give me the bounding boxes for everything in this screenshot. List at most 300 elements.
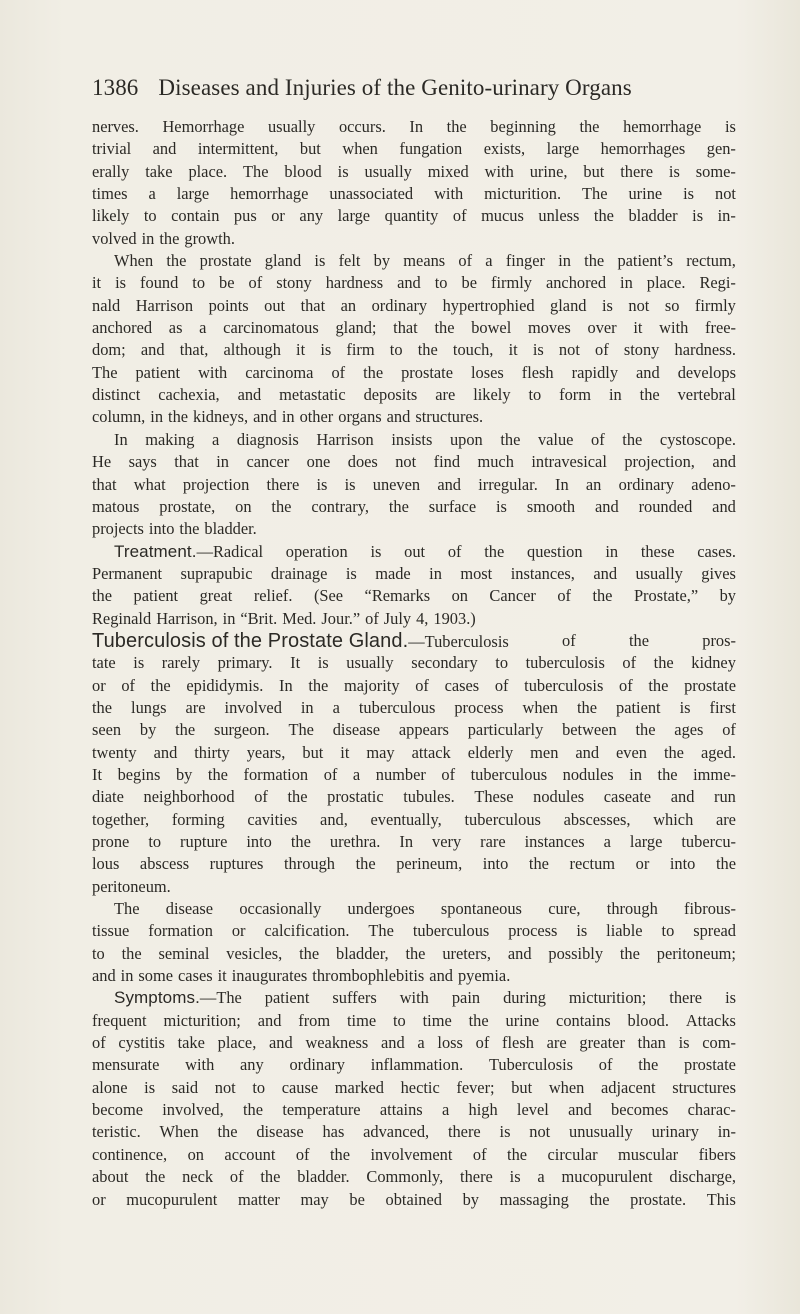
word: large: [546, 139, 580, 159]
word: spread: [693, 921, 736, 941]
word: the: [446, 117, 467, 136]
word: into: [482, 854, 509, 874]
word: inaugurates: [231, 966, 308, 986]
word: of: [121, 675, 135, 695]
word: of: [472, 1144, 487, 1164]
word: anchored: [92, 318, 153, 338]
word: to: [192, 273, 206, 293]
word: fibers: [698, 1144, 736, 1164]
word: erally: [92, 161, 130, 181]
word: marked: [334, 1077, 384, 1097]
word: much: [477, 452, 514, 472]
word: rectum,: [686, 251, 736, 271]
word: in-: [717, 1122, 736, 1142]
word: contain: [171, 206, 220, 226]
word: into: [669, 854, 696, 874]
word: not: [715, 184, 736, 204]
word: gland;: [335, 318, 377, 338]
word: by: [373, 251, 391, 271]
word: does: [347, 452, 378, 472]
word: pros-: [702, 630, 736, 650]
word: Harrison: [316, 429, 374, 449]
word: by: [719, 586, 736, 606]
word: usually: [635, 563, 683, 583]
heading-group: [114, 541, 263, 563]
word: anchored: [545, 273, 607, 293]
word: time: [422, 1010, 452, 1030]
word: teristic.: [92, 1122, 141, 1142]
word: when: [548, 1077, 585, 1097]
word: unusually: [569, 1122, 633, 1142]
word: it: [508, 340, 518, 360]
word: elderly: [467, 742, 514, 762]
word: the: [299, 943, 320, 963]
word: likely: [92, 206, 130, 226]
word: tubules.: [403, 787, 455, 807]
text-line: [92, 786, 736, 808]
word: in: [429, 563, 442, 583]
word: with: [484, 161, 514, 181]
text-line: [92, 1054, 736, 1076]
word: In: [399, 832, 414, 851]
word: of: [619, 675, 633, 695]
word: These: [474, 787, 514, 807]
word: the: [166, 251, 187, 271]
text-line: [92, 1189, 736, 1211]
word: Prostate,”: [633, 586, 699, 606]
text-line: [92, 384, 736, 406]
word: says: [128, 452, 157, 472]
text-line: [92, 809, 736, 831]
word: not: [395, 452, 417, 472]
word: to: [434, 273, 448, 293]
word: intermittent,: [197, 139, 279, 159]
word: Tuberculosis: [488, 1055, 574, 1075]
word: most: [460, 563, 493, 583]
word: bladder: [628, 206, 678, 226]
word: carcinoma: [245, 362, 314, 382]
word: the: [628, 630, 649, 650]
word: secondary: [411, 653, 478, 673]
word: likely: [473, 385, 511, 405]
word: the: [363, 362, 384, 382]
word: to: [389, 340, 403, 360]
word: quantity: [384, 206, 439, 226]
word: urine,: [529, 161, 568, 181]
word: possibly: [548, 943, 604, 963]
word: in: [608, 385, 622, 405]
word: and: [437, 474, 461, 494]
word: and: [92, 966, 116, 986]
word: become: [92, 1100, 143, 1120]
word: When: [159, 1122, 199, 1142]
word: bladder,: [336, 943, 389, 963]
word: usually: [267, 117, 316, 136]
word: fungation: [399, 139, 463, 159]
word: the: [434, 318, 455, 338]
word: greater: [579, 1033, 625, 1053]
word: through: [283, 854, 335, 874]
word: usually: [364, 161, 412, 181]
word: Regi-: [699, 273, 736, 293]
word: fibrous-: [684, 899, 736, 919]
word: it: [296, 340, 306, 360]
word: the: [593, 206, 614, 226]
word: advanced,: [363, 1122, 430, 1142]
text-line: [92, 183, 736, 205]
word: moves: [527, 318, 571, 338]
word: is: [499, 1122, 511, 1142]
word: and: [507, 943, 532, 963]
word: —The: [199, 988, 242, 1008]
word: Harrison,: [156, 608, 218, 628]
word: out: [264, 295, 286, 315]
word: with: [659, 318, 689, 338]
word: hemorrhages: [600, 139, 686, 159]
word: or: [635, 854, 650, 874]
word: it: [217, 966, 227, 986]
word: suprapubic: [180, 563, 253, 583]
word: volved: [92, 228, 137, 248]
word: “Remarks: [364, 586, 431, 606]
word: form: [559, 385, 592, 405]
word: is: [314, 251, 326, 271]
word: In: [409, 117, 424, 136]
word: rarely: [161, 653, 201, 673]
word: hardness.: [674, 340, 736, 360]
word: not: [628, 295, 650, 315]
word: the: [715, 854, 736, 874]
word: cause: [281, 1077, 319, 1097]
word: vesicles,: [226, 943, 283, 963]
text-line: [92, 1099, 736, 1121]
word: be: [349, 1189, 365, 1209]
running-header: [92, 74, 732, 102]
text-line: [92, 1166, 736, 1188]
word: adjacent: [600, 1077, 656, 1097]
word: is: [601, 295, 613, 315]
text-line: [92, 563, 736, 585]
text-line: [92, 987, 736, 1009]
word: micturition.: [484, 184, 562, 204]
word: eventually,: [370, 809, 442, 829]
word: the: [500, 429, 521, 449]
word: Cancer: [489, 586, 536, 606]
word: The: [243, 161, 269, 181]
word: When: [114, 251, 154, 271]
word: In: [555, 474, 569, 494]
word: there: [460, 1167, 493, 1187]
word: the: [308, 675, 329, 695]
word: uneven: [372, 474, 421, 494]
word: mucus: [481, 206, 524, 226]
word: particularly: [467, 720, 544, 740]
word: over: [587, 318, 617, 338]
word: a: [417, 1033, 425, 1053]
word: intravesical: [531, 452, 607, 472]
word: temperature: [282, 1100, 361, 1120]
word: hemorrhage: [623, 117, 702, 136]
section-heading: Treatment.: [114, 541, 197, 561]
text-line: [92, 853, 736, 875]
word: to: [92, 943, 105, 963]
word: involved,: [162, 1100, 224, 1120]
word: seen: [92, 720, 122, 740]
word: is: [692, 206, 704, 226]
word: In: [114, 429, 128, 449]
word: the: [663, 742, 684, 762]
word: of: [248, 273, 263, 293]
text-line: [92, 608, 736, 630]
word: to: [528, 385, 542, 405]
word: the: [290, 832, 311, 851]
word: the: [619, 943, 640, 963]
word: adeno-: [691, 474, 736, 494]
text-line: [92, 876, 736, 898]
word: by: [139, 720, 157, 740]
word: inflammation.: [370, 1055, 464, 1075]
word: obtained: [385, 1189, 442, 1209]
word: metastatic: [279, 385, 346, 405]
word: of: [92, 1033, 106, 1053]
word: kidney: [691, 653, 736, 673]
text-line: [92, 429, 736, 451]
word: and: [670, 787, 695, 807]
word: between: [562, 720, 617, 740]
word: rectum: [569, 854, 616, 874]
word: micturition;: [568, 988, 647, 1008]
section-heading: Symptoms.: [114, 988, 200, 1008]
word: any: [240, 1055, 264, 1075]
word: large: [337, 206, 371, 226]
word: disease: [165, 899, 214, 919]
word: flesh: [521, 362, 554, 382]
word: and: [712, 496, 736, 516]
word: vertebral: [677, 385, 736, 405]
word: the: [388, 496, 409, 516]
word: is: [725, 988, 736, 1008]
word: neighborhood: [143, 787, 235, 807]
word: may: [366, 742, 395, 762]
word: first: [709, 697, 736, 717]
word: the: [648, 675, 669, 695]
word: means: [403, 251, 446, 271]
word: alone: [92, 1077, 128, 1097]
word: The: [368, 921, 394, 941]
word: the: [528, 854, 549, 874]
word: and: [237, 385, 262, 405]
word: unless: [538, 206, 580, 226]
word: of: [622, 653, 637, 673]
word: a: [537, 1167, 545, 1187]
word: great: [199, 586, 233, 606]
word: appears: [398, 720, 449, 740]
word: or: [92, 675, 106, 695]
word: cystitis: [118, 1033, 165, 1053]
word: 1903.): [433, 608, 476, 628]
word: deposits: [363, 385, 418, 405]
word: cure,: [548, 899, 581, 919]
word: stony: [276, 273, 312, 293]
section-heading: Tuberculosis of the Prostate Gland.: [92, 629, 409, 652]
word: when: [522, 697, 558, 717]
word: nald: [92, 295, 121, 315]
word: be: [461, 273, 477, 293]
word: hardness: [325, 273, 384, 293]
text-line: [92, 272, 736, 294]
word: patient: [616, 697, 661, 717]
word: is: [317, 653, 329, 673]
word: Jour.”: [321, 608, 361, 628]
word: the: [217, 1122, 238, 1142]
word: by: [462, 1189, 479, 1209]
word: although: [223, 340, 281, 360]
word: spontaneous: [440, 899, 522, 919]
word: patient: [135, 362, 181, 382]
word: of: [452, 206, 467, 226]
word: tubercu-: [681, 832, 736, 851]
word: instances: [524, 832, 585, 851]
word: it: [633, 318, 643, 338]
word: mensurate: [92, 1055, 160, 1075]
word: It: [290, 653, 301, 673]
word: drainage: [270, 563, 328, 583]
text-line: [92, 719, 736, 741]
text-line: [92, 228, 736, 250]
word: pus: [233, 206, 257, 226]
word: and: [595, 496, 619, 516]
word: muscular: [618, 1144, 679, 1164]
word: prostate: [684, 675, 736, 695]
word: patient: [133, 586, 179, 606]
word: insists: [391, 429, 433, 449]
word: to: [393, 1010, 406, 1030]
word: surgeon.: [213, 720, 270, 740]
word: free-: [705, 318, 736, 338]
word: the: [145, 1167, 166, 1187]
word: prone: [92, 832, 130, 851]
word: the: [592, 586, 613, 606]
word: process: [508, 921, 558, 941]
word: felt: [338, 251, 361, 271]
word: what: [133, 474, 166, 494]
word: surface: [428, 496, 477, 516]
word: mixed: [427, 161, 469, 181]
word: the: [584, 251, 605, 271]
word: even: [616, 742, 647, 762]
word: cavities: [247, 809, 298, 829]
word: nodules: [562, 764, 614, 784]
word: value: [537, 429, 574, 449]
word: firmly: [694, 295, 736, 315]
word: the: [622, 429, 643, 449]
word: that: [300, 295, 326, 315]
word: prostate.: [630, 1189, 687, 1209]
word: imme-: [693, 764, 736, 784]
word: is: [576, 921, 588, 941]
word: finger: [505, 251, 545, 271]
word: the: [639, 385, 660, 405]
word: the: [653, 653, 674, 673]
word: a: [352, 764, 361, 784]
text-line: [92, 943, 736, 965]
word: tuberculosis: [525, 653, 605, 673]
word: large: [176, 184, 210, 204]
word: with: [185, 1055, 215, 1075]
word: stony: [623, 340, 660, 360]
word: tuberculous: [412, 921, 490, 941]
word: projects: [92, 519, 144, 539]
word: is: [144, 1077, 156, 1097]
word: when: [342, 139, 378, 159]
word: structures.: [415, 407, 484, 427]
text-line: [92, 474, 736, 496]
word: diagnosis: [236, 429, 299, 449]
word: flesh: [502, 1033, 534, 1053]
word: hemorrhage: [230, 184, 309, 204]
word: beginning: [490, 117, 556, 136]
word: the: [168, 407, 189, 427]
word: urine: [505, 1010, 540, 1030]
word: any: [299, 206, 324, 226]
word: level: [516, 1100, 549, 1120]
word: run: [714, 787, 736, 807]
word: ruptures: [209, 854, 264, 874]
text-line: [92, 652, 736, 674]
word: Med.: [282, 608, 317, 628]
word: peritoneum;: [656, 943, 736, 963]
word: ureters,: [442, 943, 492, 963]
word: formation: [148, 921, 213, 941]
word: there: [620, 161, 653, 181]
word: to: [252, 1077, 266, 1097]
word: the: [468, 1010, 489, 1030]
word: from: [298, 1010, 331, 1030]
word: and: [153, 742, 178, 762]
word: not: [558, 340, 580, 360]
word: the: [260, 1167, 281, 1187]
word: loses: [470, 362, 504, 382]
text-line: [92, 451, 736, 473]
word: on: [187, 1144, 204, 1164]
word: rupture: [180, 832, 228, 851]
word: in: [150, 407, 164, 427]
word: peritoneum.: [92, 876, 171, 896]
word: —Radical: [196, 541, 264, 561]
word: the: [417, 340, 438, 360]
word: that,: [179, 340, 209, 360]
word: urine: [628, 184, 663, 204]
word: majority: [344, 675, 400, 695]
word: of: [441, 764, 456, 784]
text-line: [92, 764, 736, 786]
word: rapidly: [571, 362, 619, 382]
word: in: [281, 407, 295, 427]
heading-group: [92, 630, 509, 652]
word: a: [485, 251, 493, 271]
word: is: [337, 161, 349, 181]
word: gland: [264, 251, 302, 271]
word: and: [257, 1010, 282, 1030]
word: dom;: [92, 340, 126, 360]
text-line: [92, 920, 736, 942]
word: Hemorrhage: [162, 117, 245, 136]
word: operation: [285, 541, 348, 561]
word: blood.: [627, 1010, 669, 1030]
word: seminal: [158, 943, 210, 963]
word: growth.: [184, 228, 235, 248]
text-line: [92, 205, 736, 227]
